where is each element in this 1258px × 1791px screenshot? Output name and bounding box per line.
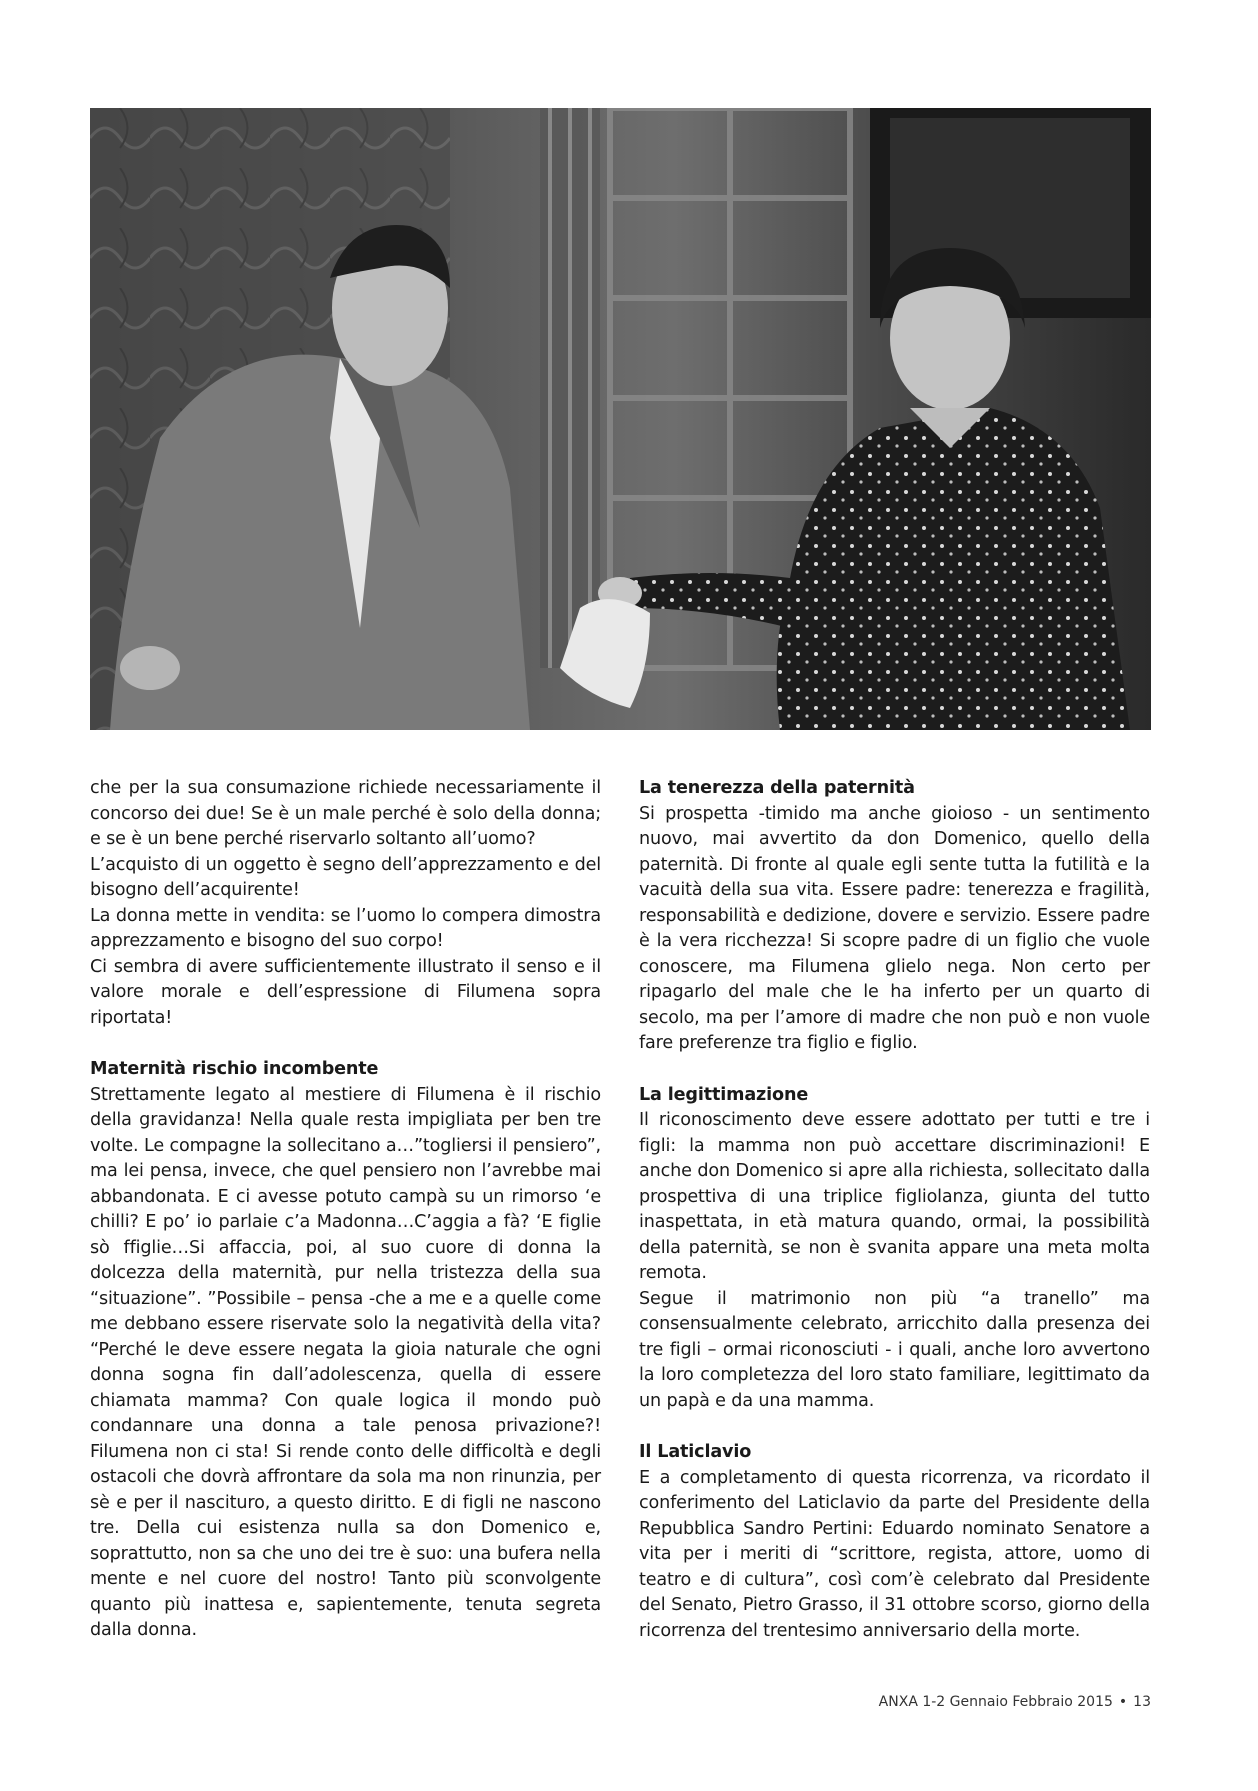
body-paragraph: che per la sua consumazione richiede necessariamente il concorso dei due! Se è un male perché è solo della donna; e se è un bene perché riservarlo soltanto all’uomo?	[90, 778, 601, 849]
body-paragraph: La donna mette in vendita: se l’uomo lo compera dimostra apprezzamento e bisogno del suo corpo!	[90, 905, 601, 951]
left-text-column	[90, 776, 601, 1644]
section-heading-maternita: Maternità rischio incombente	[90, 1059, 379, 1079]
body-paragraph: Segue il matrimonio non più “a tranello” ma consensualmente celebrato, arricchito dalla presenza dei tre figli – ormai riconosciuti - i quali, anche loro avvertono la loro completezza del loro stato familiare, legittimato da un papà e da una mamma.	[639, 1288, 1150, 1411]
body-paragraph: Il riconoscimento deve essere adottato per tutti e tre i figli: la mamma non può accettare discriminazioni! E anche don Domenico si apre alla richiesta, sollecitato dalla prospettiva di una triplice figliolanza, giunta del tutto inaspettata, in età matura quando, ormai, la possibilità della paternità, se non è svanita appare una meta molta remota.	[639, 1110, 1150, 1283]
page-footer	[790, 1694, 1151, 1710]
body-paragraph: Strettamente legato al mestiere di Filumena è il rischio della gravidanza! Nella quale resta impigliata per ben tre volte. Le compagne la sollecitano a…”togliersi il pensiero”, ma lei pensa, invece, che quel pensiero non l’avrebbe mai abbandonata. E ci avesse potuto campà su un rimorso ‘e chilli? E po’ io parlaie c’a Madonna…C’aggia a fà? ‘E figlie sò ffiglie…Si affaccia, poi, al suo cuore di donna la dolcezza della maternità, pur nella tristezza della sua “situazione”. ”Possibile – pensa -che a me e a quelle come me debbano essere riservate solo la negatività della vita? “Perché le deve essere negata la gioia naturale che ogni donna sogna fin dall’adolescenza, quella di essere chiamata mamma? Con quale logica il mondo può condannare una donna a tale penosa privazione?! Filumena non ci sta! Si rende conto delle difficoltà e degli ostacoli che dovrà affrontare da sola ma non rinunzia, per sè e per il nascituro, a questo diritto. E di figli ne nascono tre. Della cui esistenza nulla sa don Domenico e, soprattutto, non sa che uno dei tre è suo: una bufera nella mente e nel cuore del nostro! Tanto più sconvolgente quanto più inattesa e, sapientemente, tenuta segreta dalla donna.	[90, 1084, 601, 1640]
body-paragraph: Si prospetta -timido ma anche gioioso - un sentimento nuovo, mai avvertito da don Domenico, quello della paternità. Di fronte al quale egli sente tutta la futilità e la vacuità della sua vita. Essere padre: tenerezza e fragilità, responsabilità e dedizione, dovere e servizio. Essere padre è la vera ricchezza! Si scopre padre di un figlio che vuole conoscere, ma Filumena glielo nega. Non certo per ripagarlo del male che le ha inferto per un quarto di secolo, ma per l’amore di madre che non può e non vuole fare preferenze tra figlio e figlio.	[639, 803, 1150, 1053]
stage-photo	[90, 108, 1151, 730]
section-heading-laticlavio: Il Laticlavio	[639, 1442, 752, 1462]
stage-photo-illustration	[90, 108, 1151, 730]
section-heading-paternita: La tenerezza della paternità	[639, 778, 915, 798]
body-paragraph: E a completamento di questa ricorrenza, va ricordato il conferimento del Laticlavio da parte del Presidente della Repubblica Sandro Pertini: Eduardo nominato Senatore a vita per i meriti di “scrittore, regista, attore, uomo di teatro e di cultura”, così com’è celebrato dal Presidente del Senato, Pietro Grasso, il 31 ottobre scorso, giorno della ricorrenza del trentesimo anniversario della morte.	[639, 1467, 1150, 1641]
publication-name: ANXA 1-2 Gennaio Febbraio 2015	[878, 1694, 1113, 1710]
right-text-column	[639, 776, 1150, 1644]
section-heading-legittimazione: La legittimazione	[639, 1084, 809, 1105]
body-paragraph: L’acquisto di un oggetto è segno dell’apprezzamento e del bisogno dell’acquirente!	[90, 854, 601, 900]
body-paragraph: Ci sembra di avere sufficientemente illustrato il senso e il valore morale e dell’espressione di Filumena sopra riportata!	[90, 956, 601, 1028]
footer-separator: •	[1118, 1694, 1128, 1710]
page-number: 13	[1133, 1694, 1151, 1710]
